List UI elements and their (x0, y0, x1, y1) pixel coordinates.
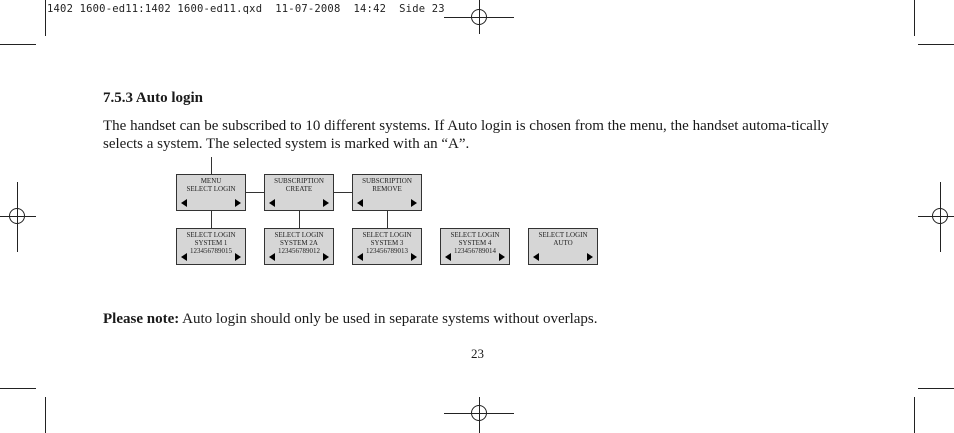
right-arrow-icon (411, 253, 417, 261)
crop-mark (45, 0, 46, 36)
connector-line (387, 211, 388, 228)
crop-mark (914, 397, 915, 433)
left-arrow-icon (181, 199, 187, 207)
note-label: Please note: (103, 311, 180, 327)
crop-mark (914, 0, 915, 36)
screen-select-login-auto: SELECT LOGIN AUTO (528, 228, 598, 265)
crop-mark (918, 44, 954, 45)
crop-mark (0, 44, 36, 45)
page-number: 23 (471, 346, 484, 361)
right-arrow-icon (411, 199, 417, 207)
connector-line (299, 211, 300, 228)
right-arrow-icon (587, 253, 593, 261)
connector-line (211, 157, 212, 174)
section-body: The handset can be subscribed to 10 different systems. If Auto login is chosen from the menu, the handset automa-tically selects a system. The selected system is marked with an “A”. (103, 118, 829, 152)
connector-line (246, 192, 264, 193)
screen-select-login-system-4: SELECT LOGIN SYSTEM 4 123456789014 (440, 228, 510, 265)
screen-subscription-create: SUBSCRIPTION CREATE (264, 174, 334, 211)
please-note (103, 311, 598, 328)
crop-mark (45, 397, 46, 433)
right-arrow-icon (323, 199, 329, 207)
section-heading: 7.5.3 Auto login (103, 90, 204, 106)
right-arrow-icon (235, 199, 241, 207)
crop-mark (0, 388, 36, 389)
connector-line (334, 192, 352, 193)
right-arrow-icon (235, 253, 241, 261)
screen-menu-select-login: MENU SELECT LOGIN (176, 174, 246, 211)
right-arrow-icon (323, 253, 329, 261)
screen-select-login-system-1: SELECT LOGIN SYSTEM 1 123456789015 (176, 228, 246, 265)
left-arrow-icon (269, 253, 275, 261)
left-arrow-icon (533, 253, 539, 261)
slug-line: 1402 1600-ed11:1402 1600-ed11.qxd 11-07-2008 14:42 Side 23 (47, 3, 445, 15)
crop-mark (918, 388, 954, 389)
left-arrow-icon (445, 253, 451, 261)
right-arrow-icon (499, 253, 505, 261)
screen-select-login-system-2a: SELECT LOGIN SYSTEM 2A 123456789012 (264, 228, 334, 265)
screen-subscription-remove: SUBSCRIPTION REMOVE (352, 174, 422, 211)
screen-select-login-system-3: SELECT LOGIN SYSTEM 3 123456789013 (352, 228, 422, 265)
left-arrow-icon (181, 253, 187, 261)
connector-line (211, 211, 212, 228)
left-arrow-icon (357, 199, 363, 207)
left-arrow-icon (357, 253, 363, 261)
left-arrow-icon (269, 199, 275, 207)
note-text: Auto login should only be used in separate systems without overlaps. (179, 311, 598, 327)
